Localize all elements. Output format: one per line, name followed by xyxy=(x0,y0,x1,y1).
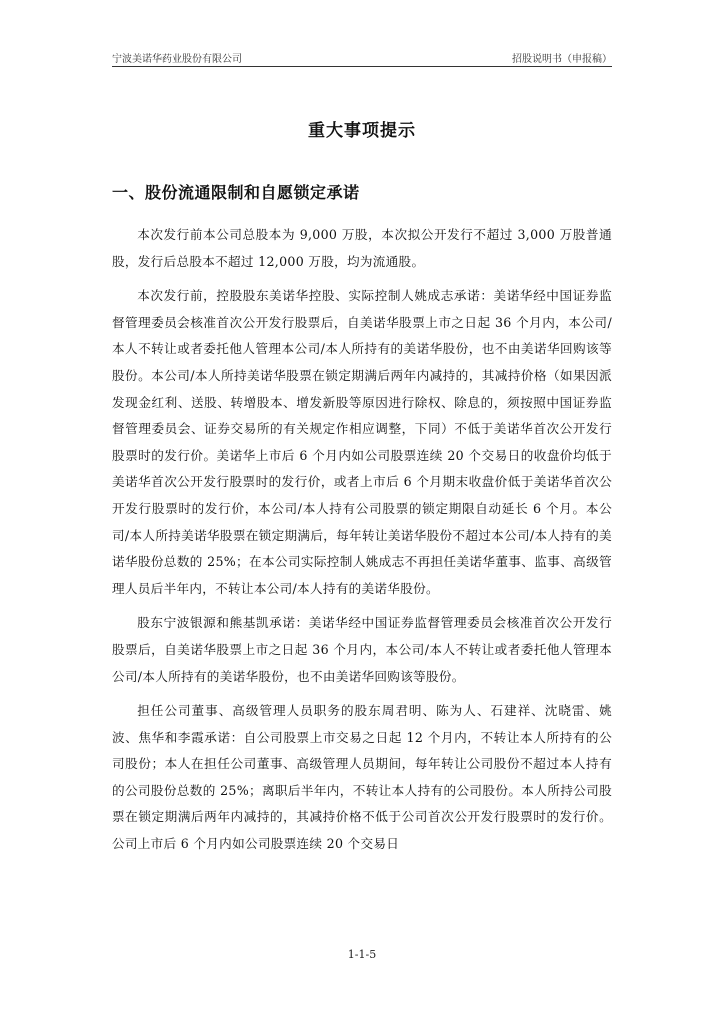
page-number: 1-1-5 xyxy=(347,948,377,961)
paragraph-controlling-shareholder-commitment: 本次发行前，控股股东美诺华控股、实际控制人姚成志承诺：美诺华经中国证券监督管理委员会核准首次公开发行股票后，自美诺华股票上市之日起 36 个月内，本公司/本人不转让或者委托他人管理本公司/本人所持有的美诺华股份，也不由美诺华回购该等股份。本公司/本人所持美诺华股票在锁定期满后两年内减持的，其减持价格（如果因派发现金红利、送股、转增股本、增发新股等原因进行除权、除息的，须按照中国证券监督管理委员会、证券交易所的有关规定作相应调整，下同）不低于美诺华首次公开发行股票时的发行价。美诺华上市后 6 个月内如公司股票连续 20 个交易日的收盘价均低于美诺华首次公开发行股票时的发行价，或者上市后 6 个月期末收盘价低于美诺华首次公开发行股票时的发行价，本公司/本人持有公司股票的锁定期限自动延长 6 个月。本公司/本人所持美诺华股票在锁定期满后，每年转让美诺华股份不超过本公司/本人持有的美诺华股份总数的 25%；在本公司实际控制人姚成志不再担任美诺华董事、监事、高级管理人员后半年内，不转让本公司/本人持有的美诺华股份。 xyxy=(112,288,612,596)
header-divider xyxy=(112,66,612,67)
page-title: 重大事项提示 xyxy=(308,121,416,141)
section-heading: 一、股份流通限制和自愿锁定承诺 xyxy=(112,183,360,202)
header-company-name: 宁波美诺华药业股份有限公司 xyxy=(112,54,242,65)
header-document-type: 招股说明书（申报稿） xyxy=(512,54,612,65)
section-body xyxy=(112,222,612,866)
paragraph-director-commitment: 担任公司董事、高级管理人员职务的股东周君明、陈为人、石建祥、沈晓雷、姚波、焦华和李霞承诺：自公司股票上市交易之日起 12 个月内，不转让本人所持有的公司股份；本人在担任公司董事、高级管理人员期间，每年转让公司股份不超过本人持有的公司股份总数的 25%；离职后半年内，不转让本人持有的公司股份。本人所持公司股票在锁定期满后两年内减持的，其减持价格不低于公司首次公开发行股票时的发行价。公司上市后 6 个月内如公司股票连续 20 个交易日 xyxy=(112,703,612,852)
paragraph-shareholder-commitment: 股东宁波银源和熊基凯承诺：美诺华经中国证券监督管理委员会核准首次公开发行股票后，自美诺华股票上市之日起 36 个月内，本公司/本人不转让或者委托他人管理本公司/本人所持有的美诺华股份，也不由美诺华回购该等股份。 xyxy=(112,615,612,684)
paragraph-share-capital: 本次发行前本公司总股本为 9,000 万股，本次拟公开发行不超过 3,000 万股普通股，发行后总股本不超过 12,000 万股，均为流通股。 xyxy=(112,227,612,269)
